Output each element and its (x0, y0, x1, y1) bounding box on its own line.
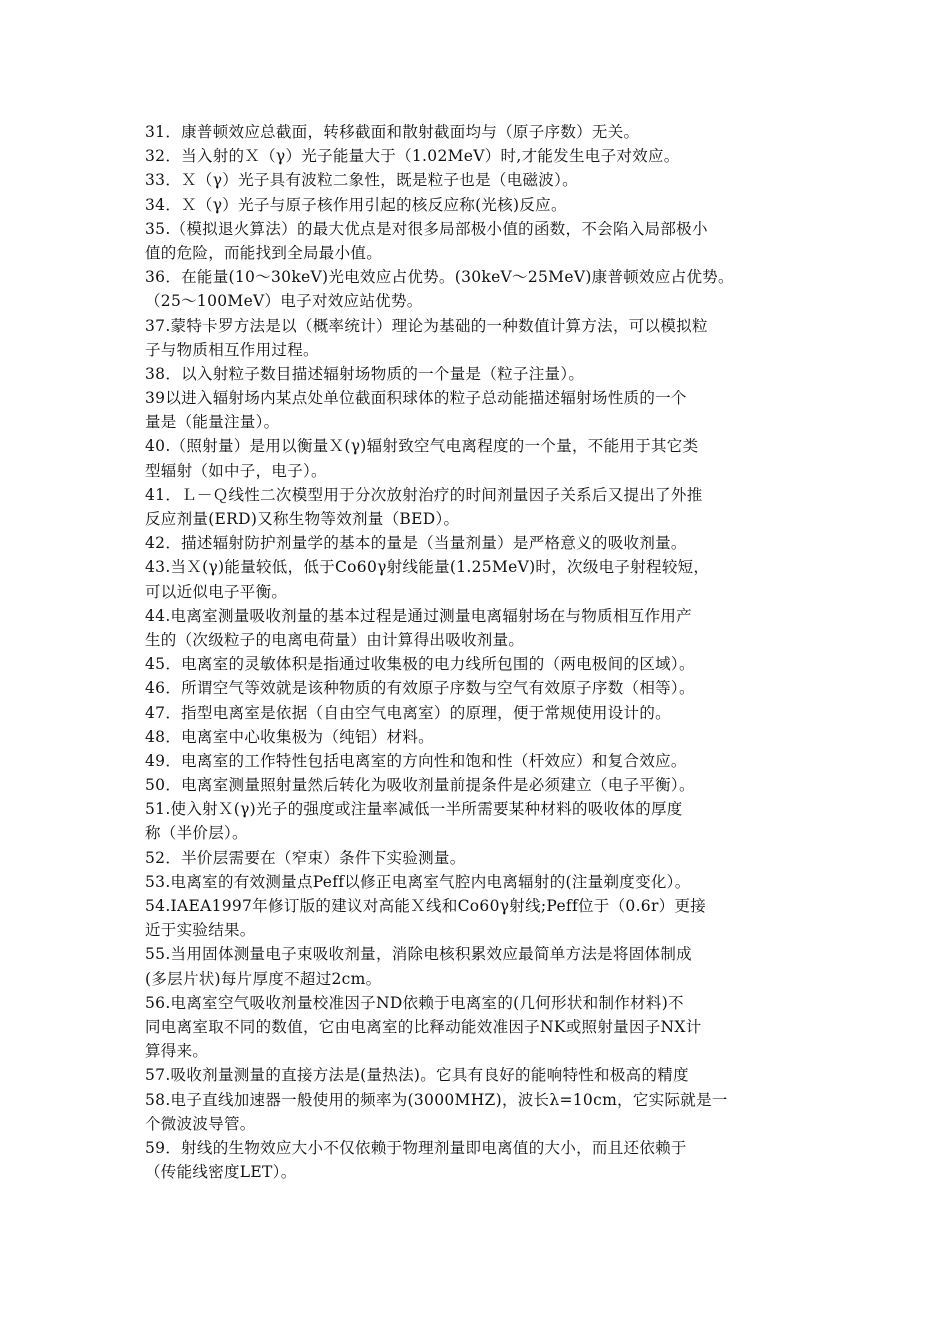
text-line-46: 46．所谓空气等效就是该种物质的有效原子序数与空气有效原子序数（相等）。 (145, 679, 695, 698)
text-line-54b: 近于实验结果。 (145, 921, 256, 940)
text-line-56a: 56.电离室空气吸收剂量校准因子ND依赖于电离室的(几何形状和制作材料)不 (145, 993, 684, 1012)
text-line-41a: 41．Ｌ－Ｑ线性二次模型用于分次放射治疗的时间剂量因子关系后又提出了外推 (145, 485, 703, 504)
text-line-40b: 型辐射（如中子，电子）。 (145, 461, 327, 480)
text-line-42: 42．描述辐射防护剂量学的基本的量是（当量剂量）是严格意义的吸收剂量。 (145, 534, 687, 553)
text-line-34: 34．Ｘ（γ）光子与原子核作用引起的核反应称(光核)反应。 (145, 195, 567, 214)
text-line-39b: 量是（能量注量）。 (145, 413, 280, 432)
text-line-58a: 58.电子直线加速器一般使用的频率为(3000MHZ)，波长λ=10cm，它实际就是一 (145, 1090, 728, 1109)
text-line-43b: 可以近似电子平衡。 (145, 582, 288, 601)
text-line-51a: 51.使入射Ｘ(γ)光子的强度或注量率减低一半所需要某种材料的吸收体的厚度 (145, 800, 683, 819)
text-line-56c: 算得来。 (145, 1042, 209, 1061)
text-line-36b: （25～100MeV）电子对效应站优势。 (145, 292, 423, 311)
text-line-38: 38．以入射粒子数目描述辐射场物质的一个量是（粒子注量）。 (145, 364, 585, 383)
document-body (145, 120, 815, 1184)
text-line-49: 49．电离室的工作特性包括电离室的方向性和饱和性（杆效应）和复合效应。 (145, 751, 687, 770)
text-line-51b: 称（半价层）。 (145, 824, 248, 843)
text-line-37b: 子与物质相互作用过程。 (145, 340, 319, 359)
text-line-43a: 43.当Ｘ(γ)能量较低，低于Co60γ射线能量(1.25MeV)时，次级电子射程较短， (145, 558, 710, 577)
text-line-40a: 40.（照射量）是用以衡量Ｘ(γ)辐射致空气电离程度的一个量，不能用于其它类 (145, 437, 699, 456)
text-line-35b: 值的危险，而能找到全局最小值。 (145, 243, 383, 262)
text-line-55b: (多层片状)每片厚度不超过2cm。 (145, 969, 382, 988)
text-line-56b: 同电离室取不同的数值，它由电离室的比释动能效准因子NK或照射量因子NX计 (145, 1017, 702, 1036)
text-line-32: 32．当入射的Ｘ（γ）光子能量大于（1.02MeV）时,才能发生电子对效应。 (145, 147, 680, 166)
text-line-55a: 55.当用固体测量电子束吸收剂量，消除电核积累效应最简单方法是将固体制成 (145, 945, 692, 964)
text-line-53: 53.电离室的有效测量点Peff以修正电离室气腔内电离辐射的(注量剃度变化）。 (145, 872, 691, 891)
text-line-31: 31．康普顿效应总截面，转移截面和散射截面均与（原子序数）无关。 (145, 123, 640, 141)
text-line-59b: （传能线密度LET）。 (145, 1163, 297, 1182)
text-line-33: 33．Ｘ（γ）光子具有波粒二象性，既是粒子也是（电磁波）。 (145, 171, 578, 190)
text-line-44b: 生的（次级粒子的电离电荷量）由计算得出吸收剂量。 (145, 630, 525, 649)
text-line-50: 50．电离室测量照射量然后转化为吸收剂量前提条件是必须建立（电子平衡）。 (145, 776, 695, 795)
text-line-45: 45．电离室的灵敏体积是指通过收集极的电力线所包围的（两电极间的区域）。 (145, 655, 695, 674)
text-line-37a: 37.蒙特卡罗方法是以（概率统计）理论为基础的一种数值计算方法，可以模拟粒 (145, 316, 708, 335)
text-line-54a: 54.IAEA1997年修订版的建议对高能Ｘ线和Co60γ射线;Peff位于（0.6r）更接 (145, 897, 707, 915)
text-line-35a: 35.（模拟退火算法）的最大优点是对很多局部极小值的函数，不会陷入局部极小 (145, 219, 708, 238)
text-line-36a: 36．在能量(10～30keV)光电效应占优势。(30keV～25MeV)康普顿效应占优势。 (145, 268, 734, 287)
text-line-39a: 39以进入辐射场内某点处单位截面积球体的粒子总动能描述辐射场性质的一个 (145, 389, 687, 408)
text-line-47: 47．指型电离室是依据（自由空气电离室）的原理，便于常规使用设计的。 (145, 703, 671, 722)
text-line-59a: 59．射线的生物效应大小不仅依赖于物理剂量即电离值的大小，而且还依赖于 (145, 1138, 687, 1157)
text-line-44a: 44.电离室测量吸收剂量的基本过程是通过测量电离辐射场在与物质相互作用产 (145, 606, 692, 625)
text-line-52: 52．半价层需要在（窄束）条件下实验测量。 (145, 848, 466, 867)
text-line-57: 57.吸收剂量测量的直接方法是(量热法)。它具有良好的能响特性和极高的精度 (145, 1066, 689, 1085)
text-line-58b: 个微波波导管。 (145, 1114, 256, 1133)
text-line-48: 48．电离室中心收集极为（纯铝）材料。 (145, 727, 434, 746)
text-line-41b: 反应剂量(ERD)又称生物等效剂量（BED）。 (145, 510, 460, 528)
